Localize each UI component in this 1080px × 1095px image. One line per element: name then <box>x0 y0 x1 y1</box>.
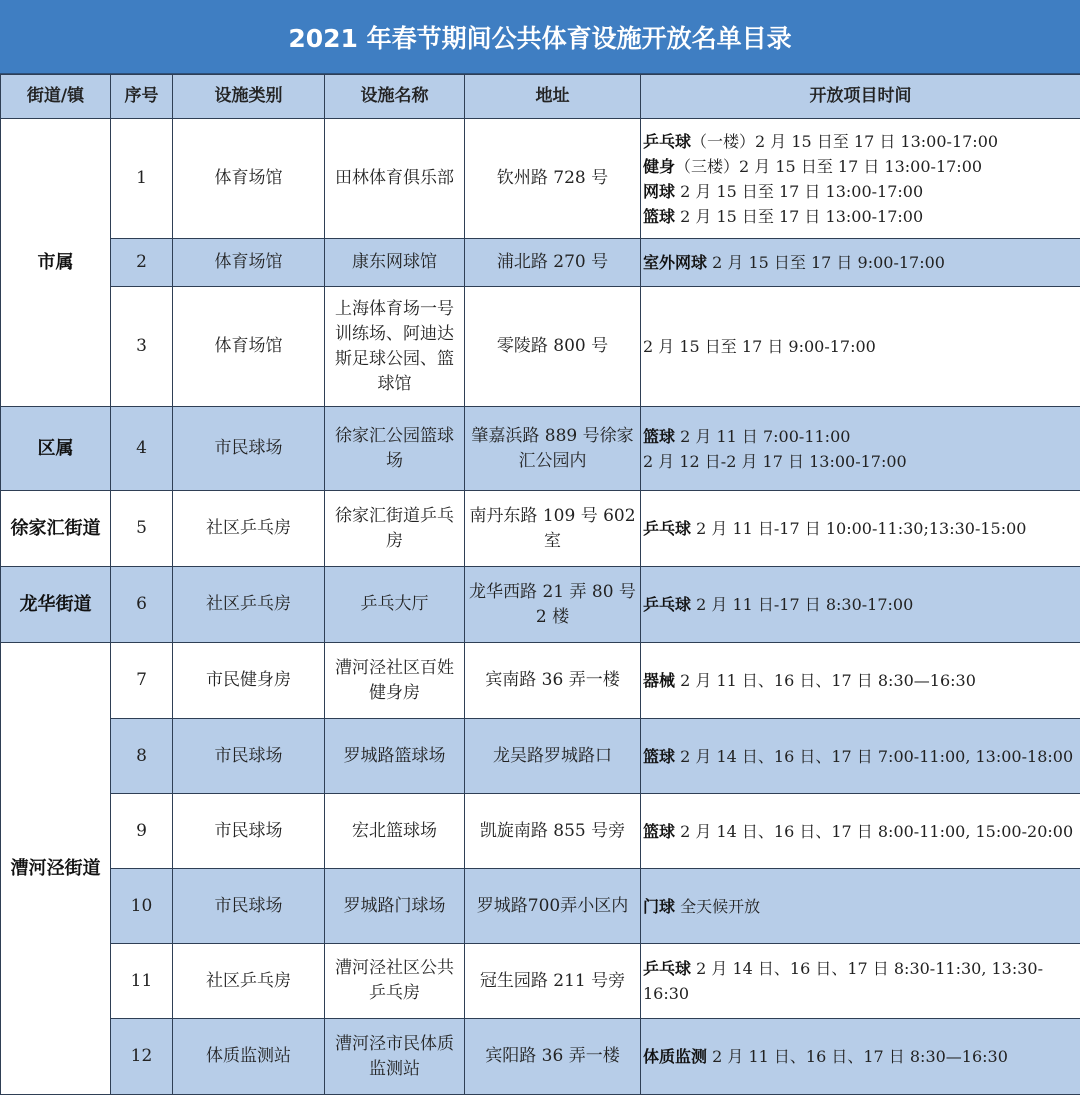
address-cell: 龙吴路罗城路口 <box>465 719 641 794</box>
table-row <box>1 407 1080 491</box>
seq-cell: 12 <box>111 1019 173 1095</box>
header-seq: 序号 <box>111 75 173 119</box>
facility-name-cell: 漕河泾社区百姓健身房 <box>325 643 465 719</box>
address-cell: 钦州路 728 号 <box>465 119 641 239</box>
header-row <box>1 75 1080 119</box>
time-line: 网球 2 月 15 日至 17 日 13:00-17:00 <box>643 179 1078 204</box>
category-cell: 市民球场 <box>173 794 325 869</box>
table-row <box>1 869 1080 944</box>
facility-name-cell: 罗城路篮球场 <box>325 719 465 794</box>
time-line: 篮球 2 月 11 日 7:00-11:00 <box>643 424 1078 449</box>
time-line: 乒乓球（一楼）2 月 15 日至 17 日 13:00-17:00 <box>643 129 1078 154</box>
table-row <box>1 119 1080 239</box>
category-cell: 体育场馆 <box>173 287 325 407</box>
address-cell: 罗城路700弄小区内 <box>465 869 641 944</box>
table-row <box>1 794 1080 869</box>
category-cell: 社区乒乓房 <box>173 491 325 567</box>
address-cell: 肇嘉浜路 889 号徐家汇公园内 <box>465 407 641 491</box>
seq-cell: 2 <box>111 239 173 287</box>
times-cell <box>641 407 1080 491</box>
category-cell: 社区乒乓房 <box>173 944 325 1019</box>
times-cell: 篮球 2 月 14 日、16 日、17 日 7:00-11:00, 13:00-18:00 <box>641 719 1080 794</box>
times-cell: 室外网球 2 月 15 日至 17 日 9:00-17:00 <box>641 239 1080 287</box>
facility-name-cell: 上海体育场一号训练场、阿迪达斯足球公园、篮球馆 <box>325 287 465 407</box>
street-cell: 漕河泾街道 <box>1 643 111 1095</box>
times-cell: 乒乓球 2 月 11 日-17 日 8:30-17:00 <box>641 567 1080 643</box>
seq-cell: 3 <box>111 287 173 407</box>
address-cell: 冠生园路 211 号旁 <box>465 944 641 1019</box>
street-cell: 徐家汇街道 <box>1 491 111 567</box>
table-row <box>1 287 1080 407</box>
seq-cell: 10 <box>111 869 173 944</box>
address-cell: 浦北路 270 号 <box>465 239 641 287</box>
facility-name-cell: 宏北篮球场 <box>325 794 465 869</box>
header-name: 设施名称 <box>325 75 465 119</box>
seq-cell: 11 <box>111 944 173 1019</box>
facility-name-cell: 罗城路门球场 <box>325 869 465 944</box>
address-cell: 南丹东路 109 号 602 室 <box>465 491 641 567</box>
seq-cell: 9 <box>111 794 173 869</box>
street-cell: 龙华街道 <box>1 567 111 643</box>
facility-name-cell: 漕河泾市民体质监测站 <box>325 1019 465 1095</box>
facility-name-cell: 康东网球馆 <box>325 239 465 287</box>
header-category: 设施类别 <box>173 75 325 119</box>
address-cell: 宾阳路 36 弄一楼 <box>465 1019 641 1095</box>
address-cell: 龙华西路 21 弄 80 号 2 楼 <box>465 567 641 643</box>
seq-cell: 7 <box>111 643 173 719</box>
category-cell: 市民球场 <box>173 869 325 944</box>
category-cell: 市民球场 <box>173 407 325 491</box>
times-cell: 篮球 2 月 14 日、16 日、17 日 8:00-11:00, 15:00-20:00 <box>641 794 1080 869</box>
address-cell: 零陵路 800 号 <box>465 287 641 407</box>
page-title: 2021 年春节期间公共体育设施开放名单目录 <box>0 0 1080 74</box>
category-cell: 体育场馆 <box>173 239 325 287</box>
seq-cell: 6 <box>111 567 173 643</box>
times-cell: 乒乓球 2 月 11 日-17 日 10:00-11:30;13:30-15:00 <box>641 491 1080 567</box>
table-row <box>1 719 1080 794</box>
facility-table <box>0 74 1080 1095</box>
facility-name-cell: 徐家汇街道乒乓房 <box>325 491 465 567</box>
table-row <box>1 491 1080 567</box>
address-cell: 凯旋南路 855 号旁 <box>465 794 641 869</box>
facility-name-cell: 乒乓大厅 <box>325 567 465 643</box>
times-cell: 2 月 15 日至 17 日 9:00-17:00 <box>641 287 1080 407</box>
seq-cell: 4 <box>111 407 173 491</box>
seq-cell: 5 <box>111 491 173 567</box>
category-cell: 体质监测站 <box>173 1019 325 1095</box>
seq-cell: 1 <box>111 119 173 239</box>
table-row <box>1 567 1080 643</box>
seq-cell: 8 <box>111 719 173 794</box>
category-cell: 市民健身房 <box>173 643 325 719</box>
header-address: 地址 <box>465 75 641 119</box>
table-row <box>1 239 1080 287</box>
address-cell: 宾南路 36 弄一楼 <box>465 643 641 719</box>
times-cell: 体质监测 2 月 11 日、16 日、17 日 8:30—16:30 <box>641 1019 1080 1095</box>
header-street: 街道/镇 <box>1 75 111 119</box>
facility-name-cell: 漕河泾社区公共乒乓房 <box>325 944 465 1019</box>
time-line: 篮球 2 月 15 日至 17 日 13:00-17:00 <box>643 204 1078 229</box>
times-cell <box>641 119 1080 239</box>
street-cell: 市属 <box>1 119 111 407</box>
header-times: 开放项目时间 <box>641 75 1080 119</box>
table-row <box>1 1019 1080 1095</box>
facility-name-cell: 徐家汇公园篮球场 <box>325 407 465 491</box>
time-line: 健身（三楼）2 月 15 日至 17 日 13:00-17:00 <box>643 154 1078 179</box>
table-row <box>1 643 1080 719</box>
category-cell: 社区乒乓房 <box>173 567 325 643</box>
street-cell: 区属 <box>1 407 111 491</box>
table-row <box>1 944 1080 1019</box>
times-cell: 器械 2 月 11 日、16 日、17 日 8:30—16:30 <box>641 643 1080 719</box>
category-cell: 体育场馆 <box>173 119 325 239</box>
facility-name-cell: 田林体育俱乐部 <box>325 119 465 239</box>
category-cell: 市民球场 <box>173 719 325 794</box>
times-cell: 门球 全天候开放 <box>641 869 1080 944</box>
times-cell: 乒乓球 2 月 14 日、16 日、17 日 8:30-11:30, 13:30-16:30 <box>641 944 1080 1019</box>
time-line: 2 月 12 日-2 月 17 日 13:00-17:00 <box>643 449 1078 474</box>
